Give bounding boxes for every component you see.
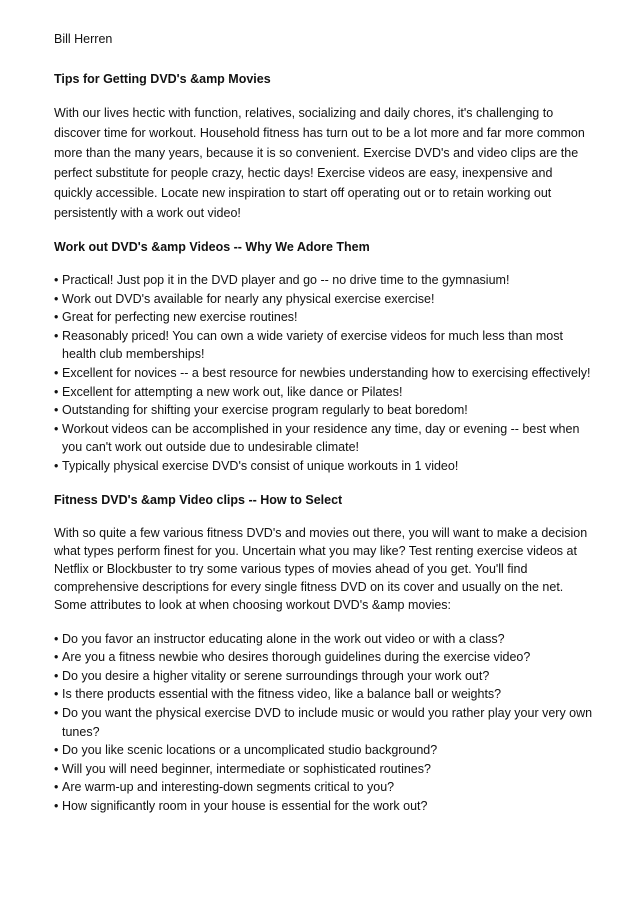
select-paragraph: With so quite a few various fitness DVD's and movies out there, you will want to make a decision what types perform finest for you. Uncertain what you may like? Test renting exercise videos at Netflix or Blockbuster to try some various types of movies ahead of you get. You'll find comprehensive descriptions for every single fitness DVD on its cover and usually on the net. Some attributes to look at when choosing workout DVD's &amp movies: (54, 525, 588, 612)
bullet-icon: • (54, 310, 59, 325)
list-item (54, 383, 594, 402)
list-item-text: Do you desire a higher vitality or serene surroundings through your work out? (62, 668, 490, 683)
bullet-icon: • (54, 291, 59, 306)
list-item-text: Do you favor an instructor educating alone in the work out video or with a class? (62, 631, 505, 646)
select-bullet-list (54, 630, 594, 816)
bullet-icon: • (54, 743, 59, 758)
bullet-icon: • (54, 328, 59, 343)
list-item-text: Are you a fitness newbie who desires thorough guidelines during the exercise video? (62, 650, 531, 665)
bullet-icon: • (54, 761, 59, 776)
list-item (54, 797, 594, 816)
bullet-icon: • (54, 384, 59, 399)
list-item (54, 401, 594, 420)
list-item (54, 630, 594, 649)
document-page (54, 31, 594, 831)
list-item (54, 648, 594, 667)
bullet-icon: • (54, 458, 59, 473)
list-item-text: Outstanding for shifting your exercise program regularly to beat boredom! (62, 403, 468, 418)
list-item (54, 704, 594, 741)
bullet-icon: • (54, 365, 59, 380)
list-item-text: Great for perfecting new exercise routines! (62, 310, 298, 325)
list-item-text: Will you will need beginner, intermediate or sophisticated routines? (62, 761, 431, 776)
list-item (54, 778, 594, 797)
list-item-text: Typically physical exercise DVD's consist of unique workouts in 1 video! (62, 458, 459, 473)
bullet-icon: • (54, 403, 59, 418)
intro-paragraph: With our lives hectic with function, relatives, socializing and daily chores, it's challenging to discover time for workout. Household fitness has turn out to be a lot more and far more common more than the many years, because it is so convenient. Exercise DVD's and video clips are the perfect substitute for people crazy, hectic days! Exercise videos are easy, inexpensive and quickly accessible. Locate new inspiration to start off operating out or to retain working out persistently with a work out video! (54, 106, 585, 220)
list-item-text: Do you want the physical exercise DVD to include music or would you rather play your very own tunes? (62, 705, 593, 739)
bullet-icon: • (54, 705, 59, 720)
why-bullet-list (54, 271, 594, 476)
list-item (54, 271, 594, 290)
bullet-icon: • (54, 798, 59, 813)
list-item (54, 457, 594, 476)
list-item (54, 741, 594, 760)
list-item (54, 308, 594, 327)
list-item-text: Do you like scenic locations or a uncomplicated studio background? (62, 743, 438, 758)
list-item (54, 667, 594, 686)
section-heading-why: Work out DVD's &amp Videos -- Why We Adore Them (54, 240, 370, 254)
list-item (54, 760, 594, 779)
bullet-icon: • (54, 421, 59, 436)
list-item-text: Are warm-up and interesting-down segments critical to you? (62, 780, 395, 795)
bullet-icon: • (54, 631, 59, 646)
list-item (54, 685, 594, 704)
list-item-text: Workout videos can be accomplished in your residence any time, day or evening -- best when you can't work out outside due to undesirable climate! (62, 421, 580, 455)
list-item-text: Work out DVD's available for nearly any physical exercise exercise! (62, 291, 435, 306)
bullet-icon: • (54, 780, 59, 795)
list-item-text: Reasonably priced! You can own a wide variety of exercise videos for much less than most health club memberships! (62, 328, 563, 362)
bullet-icon: • (54, 668, 59, 683)
section-heading-how-to-select: Fitness DVD's &amp Video clips -- How to Select (54, 492, 343, 507)
list-item (54, 290, 594, 309)
bullet-icon: • (54, 650, 59, 665)
list-item-text: Practical! Just pop it in the DVD player and go -- no drive time to the gymnasium! (62, 273, 510, 287)
list-item-text: How significantly room in your house is essential for the work out? (62, 798, 428, 813)
list-item-text: Is there products essential with the fitness video, like a balance ball or weights? (62, 687, 502, 702)
list-item-text: Excellent for novices -- a best resource for newbies understanding how to exercising effectively! (62, 365, 591, 380)
list-item (54, 327, 594, 364)
list-item-text: Excellent for attempting a new work out, like dance or Pilates! (62, 384, 403, 399)
list-item (54, 420, 594, 457)
section-heading-tips: Tips for Getting DVD's &amp Movies (54, 72, 271, 86)
bullet-icon: • (54, 687, 59, 702)
author-name: Bill Herren (54, 32, 113, 46)
bullet-icon: • (54, 273, 59, 287)
list-item (54, 364, 594, 383)
